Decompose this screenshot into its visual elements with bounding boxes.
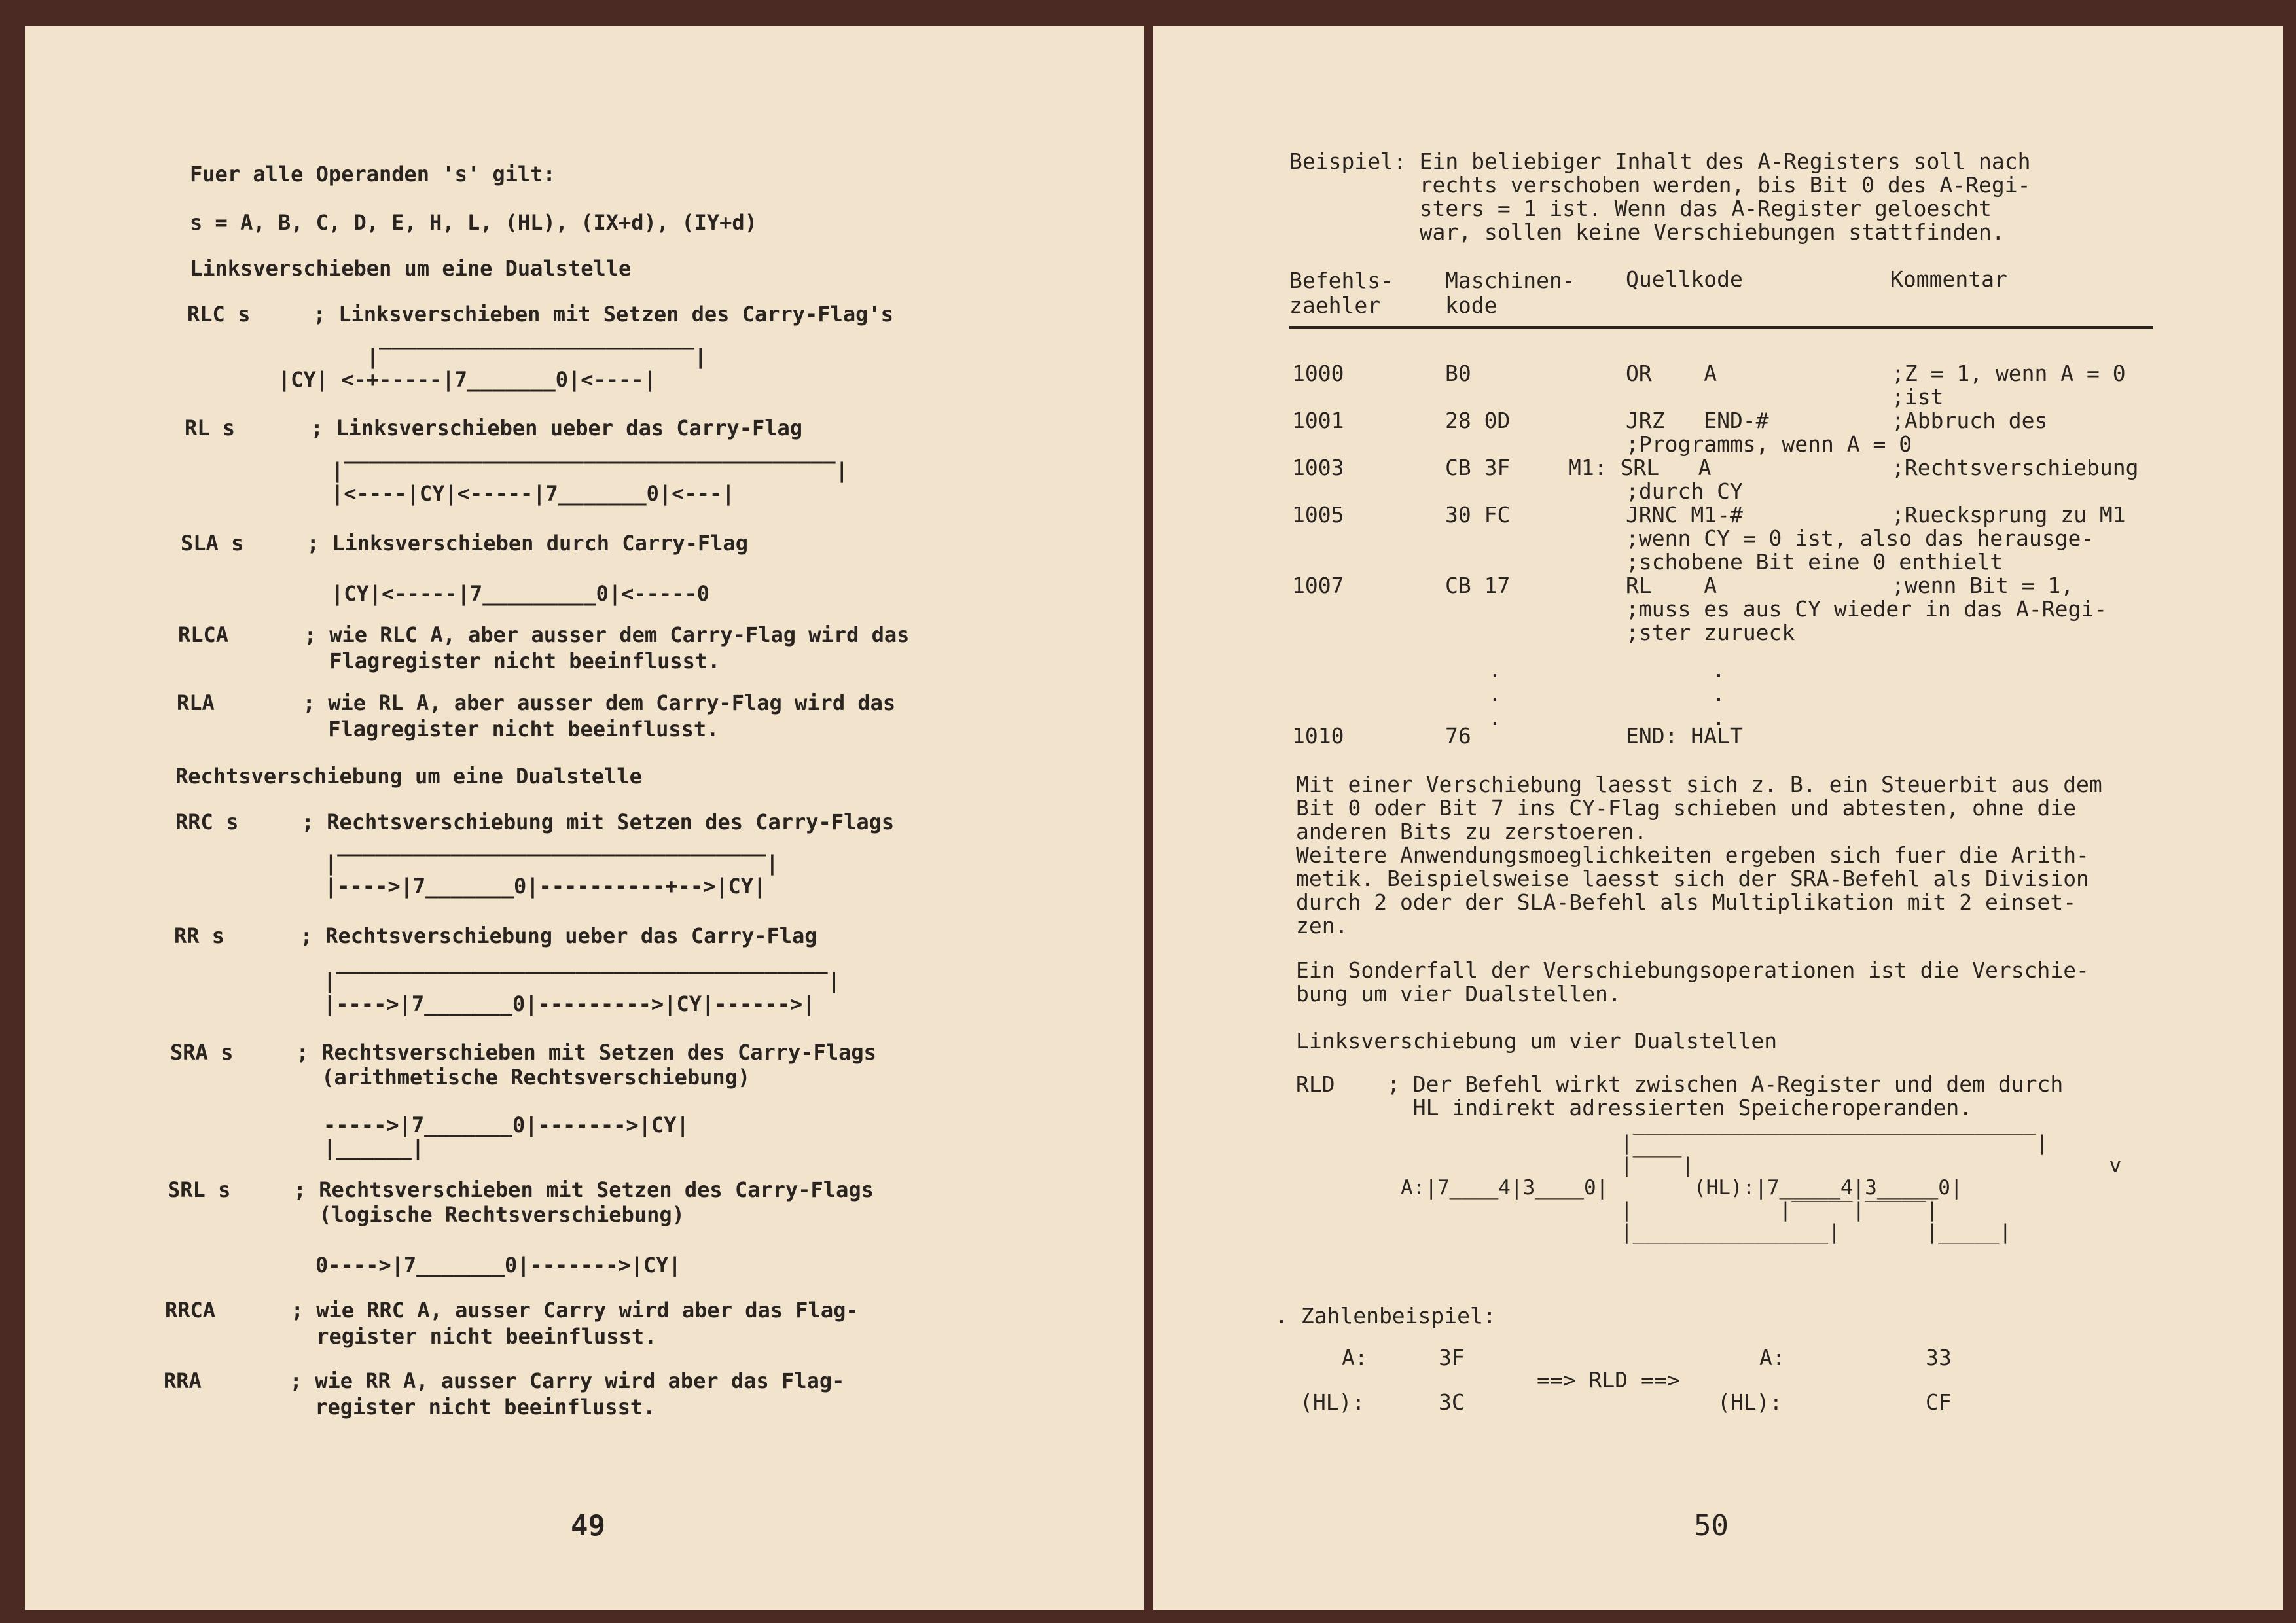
rrca-line-2: register nicht beeinflusst.	[165, 1324, 657, 1349]
rrc-diagram: |‾‾‾‾‾‾‾‾‾‾‾‾‾‾‾‾‾‾‾‾‾‾‾‾‾‾‾‾‾‾‾‾‾‾| |---->|7_______0|----------+-->|CY|	[325, 851, 779, 899]
rl-diagram: |‾‾‾‾‾‾‾‾‾‾‾‾‾‾‾‾‾‾‾‾‾‾‾‾‾‾‾‾‾‾‾‾‾‾‾‾‾‾‾| |<----|CY|<-----|7_______0|<---|	[331, 458, 848, 507]
para1-line-6: durch 2 oder der SLA-Befehl als Multiplikation mit 2 einset-	[1296, 889, 2077, 915]
num-hl-after: CF	[1926, 1389, 1952, 1415]
row-1007-code: CB 17	[1445, 573, 1511, 598]
rlca-line-2: Flagregister nicht beeinflusst.	[178, 649, 721, 673]
example-line-4: war, sollen keine Verschiebungen stattfinden.	[1289, 219, 2005, 245]
row-1001-comment-2: ;Programms, wenn A = 0	[1626, 431, 1912, 457]
sra-line: SRA s ; Rechtsverschieben mit Setzen des Carry-Flags	[170, 1040, 876, 1065]
table-rule	[1289, 326, 2153, 329]
row-1000-code: B0	[1445, 361, 1471, 386]
num-hl-before: 3C	[1439, 1389, 1465, 1415]
row-1001-comment: ;Abbruch des	[1892, 408, 2048, 433]
header-maschinenkode: Maschinen- kode	[1445, 268, 1575, 318]
rlca-line: RLCA ; wie RLC A, aber ausser dem Carry-Flag wird das	[178, 622, 910, 647]
srl-diagram: 0---->|7_______0|------->|CY|	[315, 1253, 681, 1277]
row-1007-comment-3: ;ster zurueck	[1626, 620, 1795, 645]
num-hl-label: (HL):	[1300, 1389, 1365, 1415]
row-1003-comment-2: ;durch CY	[1626, 478, 1743, 504]
row-1005-src: JRNC M1-#	[1626, 502, 1743, 527]
rld-diagram: |‾‾‾‾‾‾‾‾‾‾‾‾‾‾‾‾‾‾‾‾‾‾‾‾‾‾‾‾‾‾‾‾‾| |‾‾‾‾| v A:|7____4|3____0| (HL):|7_____4|3_____0| | |‾‾‾‾‾|‾‾‾‾‾| |________________| |_____|	[1401, 1132, 2122, 1245]
row-1007-comment: ;wenn Bit = 1,	[1892, 573, 2074, 598]
example-line-1: Beispiel: Ein beliebiger Inhalt des A-Registers soll nach	[1289, 149, 2031, 174]
rr-diagram: |‾‾‾‾‾‾‾‾‾‾‾‾‾‾‾‾‾‾‾‾‾‾‾‾‾‾‾‾‾‾‾‾‾‾‾‾‾‾‾| |---->|7_______0|--------->|CY|------>|	[323, 969, 840, 1017]
ellipsis-dots-1: . . .	[1488, 657, 1501, 730]
header-quellkode: Quellkode	[1626, 266, 1743, 292]
left-page	[25, 26, 1144, 1610]
sra-diagram: ----->|7_______0|------->|CY| |______|	[323, 1113, 689, 1161]
row-1010-src: END: HALT	[1626, 723, 1743, 749]
para1-line-1: Mit einer Verschiebung laesst sich z. B. ein Steuerbit aus dem	[1296, 772, 2102, 797]
row-1000-comment: ;Z = 1, wenn A = 0	[1892, 361, 2126, 386]
right-page	[1153, 26, 2283, 1610]
row-1001-src: JRZ END-#	[1626, 408, 1769, 433]
rld-line-1: RLD ; Der Befehl wirkt zwischen A-Register und dem durch	[1296, 1071, 2064, 1097]
num-a-label: A:	[1342, 1345, 1368, 1370]
rra-line: RRA ; wie RR A, ausser Carry wird aber das Flag-	[164, 1368, 845, 1393]
sla-diagram: |CY|<-----|7_________0|<-----0	[331, 581, 709, 606]
num-a-after-label: A:	[1759, 1345, 1785, 1370]
row-1010-code: 76	[1445, 723, 1471, 749]
row-1003-addr: 1003	[1292, 455, 1344, 480]
row-1005-addr: 1005	[1292, 502, 1344, 527]
row-1007-src: RL A	[1626, 573, 1717, 598]
rrca-line: RRCA ; wie RRC A, ausser Carry wird aber das Flag-	[165, 1298, 859, 1323]
sra-line-2: (arithmetische Rechtsverschiebung)	[170, 1065, 751, 1090]
srl-line-2: (logische Rechtsverschiebung)	[168, 1202, 685, 1227]
para1-line-2: Bit 0 oder Bit 7 ins CY-Flag schieben und abtesten, ohne die	[1296, 795, 2077, 821]
example-line-3: sters = 1 ist. Wenn das A-Register geloescht	[1289, 196, 1992, 221]
rla-line-2: Flagregister nicht beeinflusst.	[177, 717, 719, 741]
row-1001-code: 28 0D	[1445, 408, 1511, 433]
row-1000-comment-2: ;ist	[1892, 384, 1944, 410]
row-1005-comment-2: ;wenn CY = 0 ist, also das herausge-	[1626, 526, 2094, 551]
section-heading-right: Rechtsverschiebung um eine Dualstelle	[175, 764, 642, 789]
rld-heading: Linksverschiebung um vier Dualstellen	[1296, 1028, 1778, 1054]
operand-list: s = A, B, C, D, E, H, L, (HL), (IX+d), (IY+d)	[190, 210, 757, 235]
sla-line: SLA s ; Linksverschieben durch Carry-Flag	[181, 531, 748, 556]
number-example-label: . Zahlenbeispiel:	[1275, 1303, 1496, 1329]
num-hl-after-label: (HL):	[1717, 1389, 1783, 1415]
num-arrow: ==> RLD ==>	[1537, 1367, 1680, 1393]
row-1010-addr: 1010	[1292, 723, 1344, 749]
para1-line-5: metik. Beispielsweise laesst sich der SRA-Befehl als Division	[1296, 866, 2089, 891]
srl-line: SRL s ; Rechtsverschieben mit Setzen des Carry-Flags	[168, 1177, 874, 1202]
ellipsis-dots-2: . . .	[1712, 657, 1725, 730]
row-1003-comment: ;Rechtsverschiebung	[1892, 455, 2139, 480]
rla-line: RLA ; wie RL A, aber ausser dem Carry-Flag wird das	[177, 690, 896, 715]
row-1001-addr: 1001	[1292, 408, 1344, 433]
rrc-line: RRC s ; Rechtsverschiebung mit Setzen des Carry-Flags	[175, 810, 895, 834]
para2-line-1: Ein Sonderfall der Verschiebungsoperationen ist die Verschie-	[1296, 957, 2089, 983]
page-number-right: 50	[1694, 1509, 1729, 1543]
operand-intro: Fuer alle Operanden 's' gilt:	[190, 162, 556, 187]
page-number-left: 49	[571, 1509, 605, 1543]
num-a-after: 33	[1926, 1345, 1952, 1370]
row-1003-code: CB 3F	[1445, 455, 1511, 480]
section-heading-left: Linksverschieben um eine Dualstelle	[190, 256, 632, 281]
header-befehlszaehler: Befehls- zaehler	[1289, 268, 1393, 318]
rld-line-2: HL indirekt adressierten Speicheroperanden.	[1296, 1095, 1973, 1120]
example-line-2: rechts verschoben werden, bis Bit 0 des A-Regi-	[1289, 172, 2031, 198]
rlc-line: RLC s ; Linksverschieben mit Setzen des Carry-Flag's	[187, 302, 893, 327]
row-1005-code: 30 FC	[1445, 502, 1511, 527]
row-1003-src: M1: SRL A	[1568, 455, 1712, 480]
rra-line-2: register nicht beeinflusst.	[164, 1395, 656, 1419]
num-a-before: 3F	[1439, 1345, 1465, 1370]
row-1000-src: OR A	[1626, 361, 1717, 386]
para2-line-2: bung um vier Dualstellen.	[1296, 981, 1621, 1007]
row-1007-addr: 1007	[1292, 573, 1344, 598]
para1-line-3: anderen Bits zu zerstoeren.	[1296, 819, 1647, 844]
row-1005-comment-3: ;schobene Bit eine 0 enthielt	[1626, 549, 2003, 575]
rlc-diagram: |‾‾‾‾‾‾‾‾‾‾‾‾‾‾‾‾‾‾‾‾‾‾‾‾‾| |CY| <-+-----|7_______0|<----|	[278, 344, 707, 393]
row-1005-comment: ;Ruecksprung zu M1	[1892, 502, 2126, 527]
rr-line: RR s ; Rechtsverschiebung ueber das Carry-Flag	[174, 923, 817, 948]
row-1000-addr: 1000	[1292, 361, 1344, 386]
row-1007-comment-2: ;muss es aus CY wieder in das A-Regi-	[1626, 596, 2108, 622]
para1-line-4: Weitere Anwendungsmoeglichkeiten ergeben sich fuer die Arith-	[1296, 842, 2089, 868]
para1-line-7: zen.	[1296, 913, 1348, 938]
header-kommentar: Kommentar	[1890, 266, 2007, 292]
rl-line: RL s ; Linksverschieben ueber das Carry-Flag	[185, 416, 803, 440]
